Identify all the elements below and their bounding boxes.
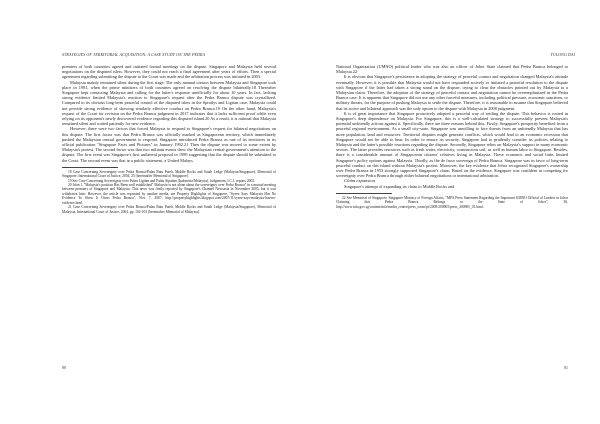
footnote: 21 Case Concerning Sovereignty over Pedra Branca/Pulau Batu Puteh, Middle Rocks and South Ledge (Malaysia/Singapore), Memorial of Malaysia, International Court of Justice, 2004, pp. 102-103 [hereinafter Memorial of Malaysia].	[62, 205, 276, 214]
footnotes	[336, 196, 568, 209]
footnotes	[62, 170, 276, 214]
body-text	[336, 64, 568, 209]
paragraph: It is of great importance that Singapore proactively adopted a peaceful way of settling the dispute. This behavior is rooted in Singapore's deep dependence on Malaysia. For Singapore, this is a well-calculated strategy to successfully prevent Malaysia's potential unfriendly actions against it. Specifically, there are three reasons behind this. Firstly, Singapore's prosperity benefited from a peaceful regional environment. As a small city-state, Singapore was unwilling to face threats from an unfriendly Malaysia that has more population, land and resources. Territorial disputes might generate conflicts, which would lead to an economic recession that Singapore would not be able to bear. In order to ensure its security, Singapore had to prudently consider its policies relating to Malaysia and the latter's possible reactions regarding the dispute. Secondly, Singapore relies on Malaysia's support in many economic sectors. The latter provides resources such as fresh water, electricity, construction soil, as well as human labor to Singapore. Besides, there is a considerable amount of Singaporean citizens' relatives living in Malaysia. These economic and social links limited Singapore's policy options against Malaysia. Thirdly, as the de facto sovereign of Pedra Branca, Singapore was in favor of long-term peaceful conduct on this island without Malaysia's protest. Moreover, the key evidence that Johor recognized Singapore's ownership over Pedra Branca in 1953 strongly supported Singapore's claim. Based on the evidence, Singapore was confident in competing for sovereignty over Pedra Branca through either bilateral negotiations or international arbitration.	[336, 110, 568, 179]
footnote: 18 Case Concerning Sovereignty over Pedra Branca/Pulau Batu Puteh, Middle Rocks and South Ledge (Malaysia/Singapore), Memorial of Singapore, International Court of Justice, 2004, 25 [hereinafter Memorial of Singapore].	[62, 169, 276, 179]
footnote-rule	[62, 167, 118, 168]
right-page	[300, 0, 600, 424]
page-number: 80	[62, 365, 66, 370]
footnote: 22 See Memorial of Singapore, Singapore Ministry of Foreign Affairs, "MFA Press Statement Regarding the Important UMNO Official of Leaders in Johor Claiming that Pedra Branca Belongs to the State of Johor", 36, http://www.mfa.gov.sg/content/mfa/media_centre/press_room/pr/2009/200905/press_200905_01.html.	[336, 195, 568, 209]
footnote-rule	[336, 193, 392, 194]
footnote: 20 Irfan J, "Malaysia's position Has Been well established" Malaysia is not alone about the sovereignty over Pedra Branca" in a mutual meeting between premiers of Singapore and Malaysia. This news was firstly reported by Singapore's Channel Newsasia in November 2005, but it was withdrawn later. However, the article was reprinted by another media, see Property Highlights of Singapore, "Syeez Says Malaysia Has No Evidence To Show It Owns Pedra Branca", Nov. 7, 2007, http://propertyhighlights.blogspot.com/2007/11/syeez-says-malaysia-has-no-evidence.html.	[62, 183, 276, 205]
paragraph: National Organization (UMNO) political leader who was also an officer of Johor State claimed that Pedra Branca belonged to Malaysia.22	[336, 64, 568, 75]
paragraph: It is obvious that Singapore's persistence in adopting the strategy of peaceful contact and negotiation changed Malaysia's attitude eventually. However, it is possible that Malaysia would not have responded actively or initiated a peaceful resolution to the dispute with Singapore if the latter had taken a strong stand on the dispute, trying to clear the obstacles pointed out by Malaysia to a Malaysian claim. Therefore, the adoption of the strategy of peaceful contact and negotiation cannot be overemphasized in the Pedra Branca case. It is apparent that Singapore did not use any other forceful measures, including political pressure, economic sanctions, or military threats, for the purpose of pushing Malaysia to settle the dispute. Therefore, it is reasonable to assume that Singapore believed that its active and bilateral approach was the only option to the dispute with Malaysia in 2008 judgment.	[336, 74, 568, 111]
running-header: YULONG DAI	[550, 52, 575, 57]
paragraph: However, there were two factors that forced Malaysia to respond to Singapore's request for bilateral negotiations on this dispute. The first factor was that Pedra Branca was officially marked as Singaporean territory, which immediately pushed the Malaysian central government to respond. Singapore introduced Pedra Branca as one of its territories in its official publication "Singapore Facts and Pictures" in January 1992.21 Then the dispute was moved to some extent by Malaysia's protest. The second factor was that two militant events drew the Malaysian central government's attention to the dispute. The first event was Singapore's first unilateral proposal in 1989 suggesting that the dispute should be submitted to the Court. The second event was that in a public statement, a United Malays	[62, 126, 276, 163]
footnote: 19 See Case Concerning Sovereignty over Pulau Ligitan and Pulau Sipadan (Indonesia/Malaysia), Judgement, I.C.J. reports 2002.	[68, 178, 255, 183]
paragraph: Singapore's attempt of expanding its claim to Middle Rocks and	[344, 183, 455, 189]
section-heading: Claim expansion	[344, 178, 376, 184]
page-number: 81	[564, 365, 568, 370]
paragraph: premiers of both countries agreed and initiated formal meetings on the dispute. Singapore and Malaysia held several negotiations on the disputed islets. However, they could not reach a final agreement after years of efforts. Then a special agreement regarding submitting the dispute to the Court was made and the arbitration process was initiated in 2003.	[62, 64, 276, 80]
body-text	[62, 64, 276, 214]
running-header: STRATEGIES OF TERRITORIAL ACQUISITION: A CASE STUDY ON THE PEDRA	[62, 52, 206, 57]
paragraph: Malaysia mainly remained silent during the first stage. The only manual contact between Malaysia and Singapore took place in 1981, when the prime ministers of both countries agreed on resolving the dispute bilaterally.18 Thereafter Singapore kept contacting Malaysia and calling for the latter's response unofficially for about 10 years. In fact, lacking strong evidence limited Malaysia's reaction to Singapore's request after the Pedra Branca dispute was crystallized. Compared to its obvious long-term peaceful control of the disputed islets in the Spratlys and Ligitan case, Malaysia could not provide strong evidence of showing similarly effective conduct on Pedra Branca.19 On the other hand, Malaysia's request of the Court for revision on the Pedra Branca judgment in 2017 indicates that it lacks sufficient proof while even relying on its opponent's newly discovered evidence regarding this disputed island.20 As a result, it is rational that Malaysia remained silent and waited patiently for new evidence.	[62, 79, 276, 127]
